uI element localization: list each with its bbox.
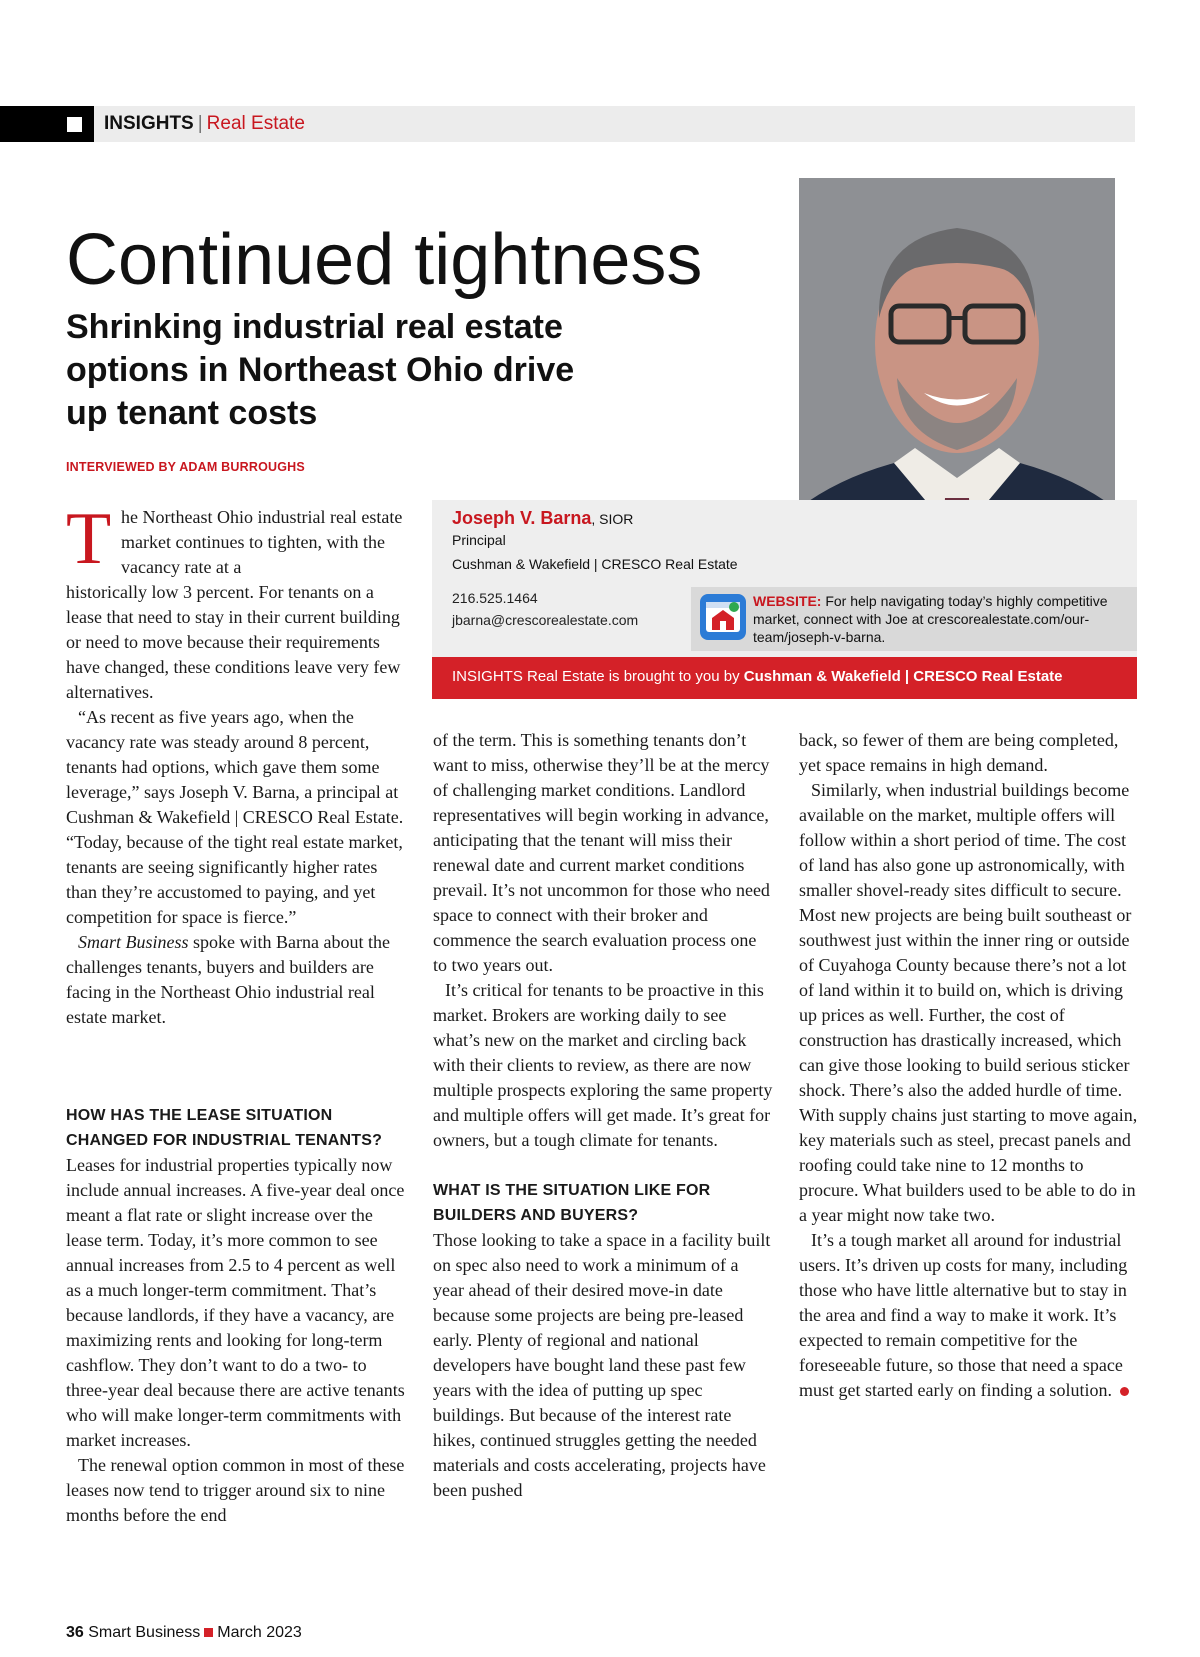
paragraph-text: spoke with Barna about the challenges tenants, buyers and builders are facing in the Northeast Ohio industrial real estate market. — [66, 932, 390, 1027]
sponsor-text — [452, 668, 1063, 685]
column-1-text — [66, 580, 408, 1030]
body-paragraph: back, so fewer of them are being completed, yet space remains in high demand. — [799, 730, 1119, 775]
contact-title: Principal — [452, 532, 506, 548]
intro-first: he Northeast Ohio industrial real estate market continues to tighten, with the vacancy rate at a — [121, 507, 403, 577]
drop-cap: T — [66, 498, 112, 580]
section-header-square — [67, 117, 82, 132]
contact-phone[interactable]: 216.525.1464 — [452, 590, 538, 606]
website-text[interactable] — [753, 592, 1133, 646]
column-1-lower — [66, 1103, 408, 1528]
sponsor-company: Cushman & Wakefield | CRESCO Real Estate — [743, 668, 1063, 685]
body-paragraph: “As recent as five years ago, when the vacancy rate was steady around 8 percent, tenants had options, which gave them some leverage,” says Joseph V. Barna, a principal at Cushman & Wakefield | CRESCO Real Estate. “Today, because of the tight real estate market, tenants are seeing significantly higher rates than they’re accustomed to paying, and yet competition for space is fierce.” — [66, 707, 404, 927]
body-paragraph: of the term. This is something tenants don’t want to miss, otherwise they’ll be at the mercy of challenging market conditions. Landlord representatives will begin working in advance, anticipating that the tenant will miss their renewal date and current market conditions prevail. It’s not uncommon for those who need space to connect with their broker and commence the search evaluation process one to two years out. — [433, 730, 770, 975]
contact-name: Joseph V. Barna — [452, 508, 592, 528]
sponsor-prefix: INSIGHTS Real Estate is brought to you by — [452, 668, 744, 685]
section-header — [104, 112, 305, 136]
contact-company: Cushman & Wakefield | CRESCO Real Estate — [452, 556, 738, 572]
issue-date: March 2023 — [217, 1624, 302, 1641]
contact-email[interactable]: jbarna@crescorealestate.com — [452, 612, 639, 628]
footer-separator-icon — [204, 1628, 213, 1637]
question-heading: HOW HAS THE LEASE SITUATION CHANGED FOR INDUSTRIAL TENANTS? — [66, 1107, 383, 1149]
end-mark-icon — [1120, 1387, 1129, 1396]
column-3-text — [799, 728, 1141, 1403]
article-title: Continued tightness — [66, 220, 703, 300]
body-paragraph: The renewal option common in most of these leases now tend to trigger around six to nine months before the end — [66, 1455, 405, 1525]
page-number: 36 — [66, 1624, 84, 1641]
house-website-icon — [700, 594, 746, 640]
article-byline: INTERVIEWED BY ADAM BURROUGHS — [66, 460, 305, 474]
publication-name: Smart Business — [88, 1624, 201, 1641]
page-footer — [66, 1624, 302, 1642]
website-label: WEBSITE: — [753, 593, 822, 609]
section-name: INSIGHTS — [104, 113, 194, 134]
question-heading: WHAT IS THE SITUATION LIKE FOR BUILDERS AND BUYERS? — [433, 1182, 711, 1224]
body-paragraph: Leases for industrial properties typically now include annual increases. A five-year deal once meant a flat rate or slight increase over the lease term. Today, it’s more common to see annual increases from 2.5 to 4 percent as well as a much longer-term commitment. That’s because landlords, if they have a vacancy, are maximizing rents and looking for long-term cashflow. They don’t want to do a two- to three-year deal because there are active tenants who will make longer-term commitments with market increases. — [66, 1155, 405, 1450]
intro-paragraph: historically low 3 percent. For tenants on a lease that need to stay in their current building or need to move because their requirements have changed, these conditions leave very few alternatives. — [66, 582, 401, 702]
paragraph-text: It’s a tough market all around for industrial users. It’s driven up costs for many, including those who have little alternative but to stay in the area and find a way to make it work. It’s expected to remain competitive for the foreseeable future, so those that need a space must get started early on finding a solution. — [799, 1230, 1128, 1400]
intro-first-lines — [121, 505, 408, 580]
website-description: For help navigating today’s highly competitive market, connect with Joe at crescorealestate.com/our-team/joseph-v-barna. — [753, 593, 1108, 645]
subsection-name: Real Estate — [206, 113, 305, 134]
body-paragraph — [66, 930, 408, 1030]
body-paragraph: Those looking to take a space in a facility built on spec also need to work a minimum of a year ahead of their desired move-in date because some projects are being pre-leased early. Plenty of regional and national developers have bought land these past few years with the idea of putting up spec buildings. But because of the interest rate hikes, continued struggles getting the needed materials and costs accelerating, projects have been pushed — [433, 1230, 771, 1500]
section-separator: | — [197, 113, 203, 134]
contact-credential: , SIOR — [591, 511, 634, 527]
article-subtitle: Shrinking industrial real estate options in Northeast Ohio drive up tenant costs — [66, 308, 575, 432]
publication-name: Smart Business — [78, 932, 189, 952]
body-paragraph: It’s critical for tenants to be proactive in this market. Brokers are working daily to see what’s new on the market and circling back with their clients to review, as there are now multiple prospects exploring the same property and multiple offers will get made. It’s great for owners, but a tough climate for tenants. — [433, 980, 773, 1150]
body-paragraph: Similarly, when industrial buildings become available on the market, multiple offers will follow within a short period of time. The cost of land has also gone up astronomically, with smaller shovel-ready sites difficult to secure. Most new projects are being built southeast or southwest just within the inner ring or outside of Cuyahoga County because there’s not a lot of land within it to build on, which is driving up prices as well. Further, the cost of construction has drastically increased, which can give those looking to build serious sticker shock. There’s also the added hurdle of time. With supply chains just starting to move again, key materials such as steel, precast panels and roofing could take nine to 12 months to procure. What builders used to be able to do in a year might now take two. — [799, 780, 1138, 1225]
body-paragraph — [799, 1228, 1141, 1403]
contact-name-line — [452, 508, 633, 529]
column-2-text — [433, 728, 773, 1503]
